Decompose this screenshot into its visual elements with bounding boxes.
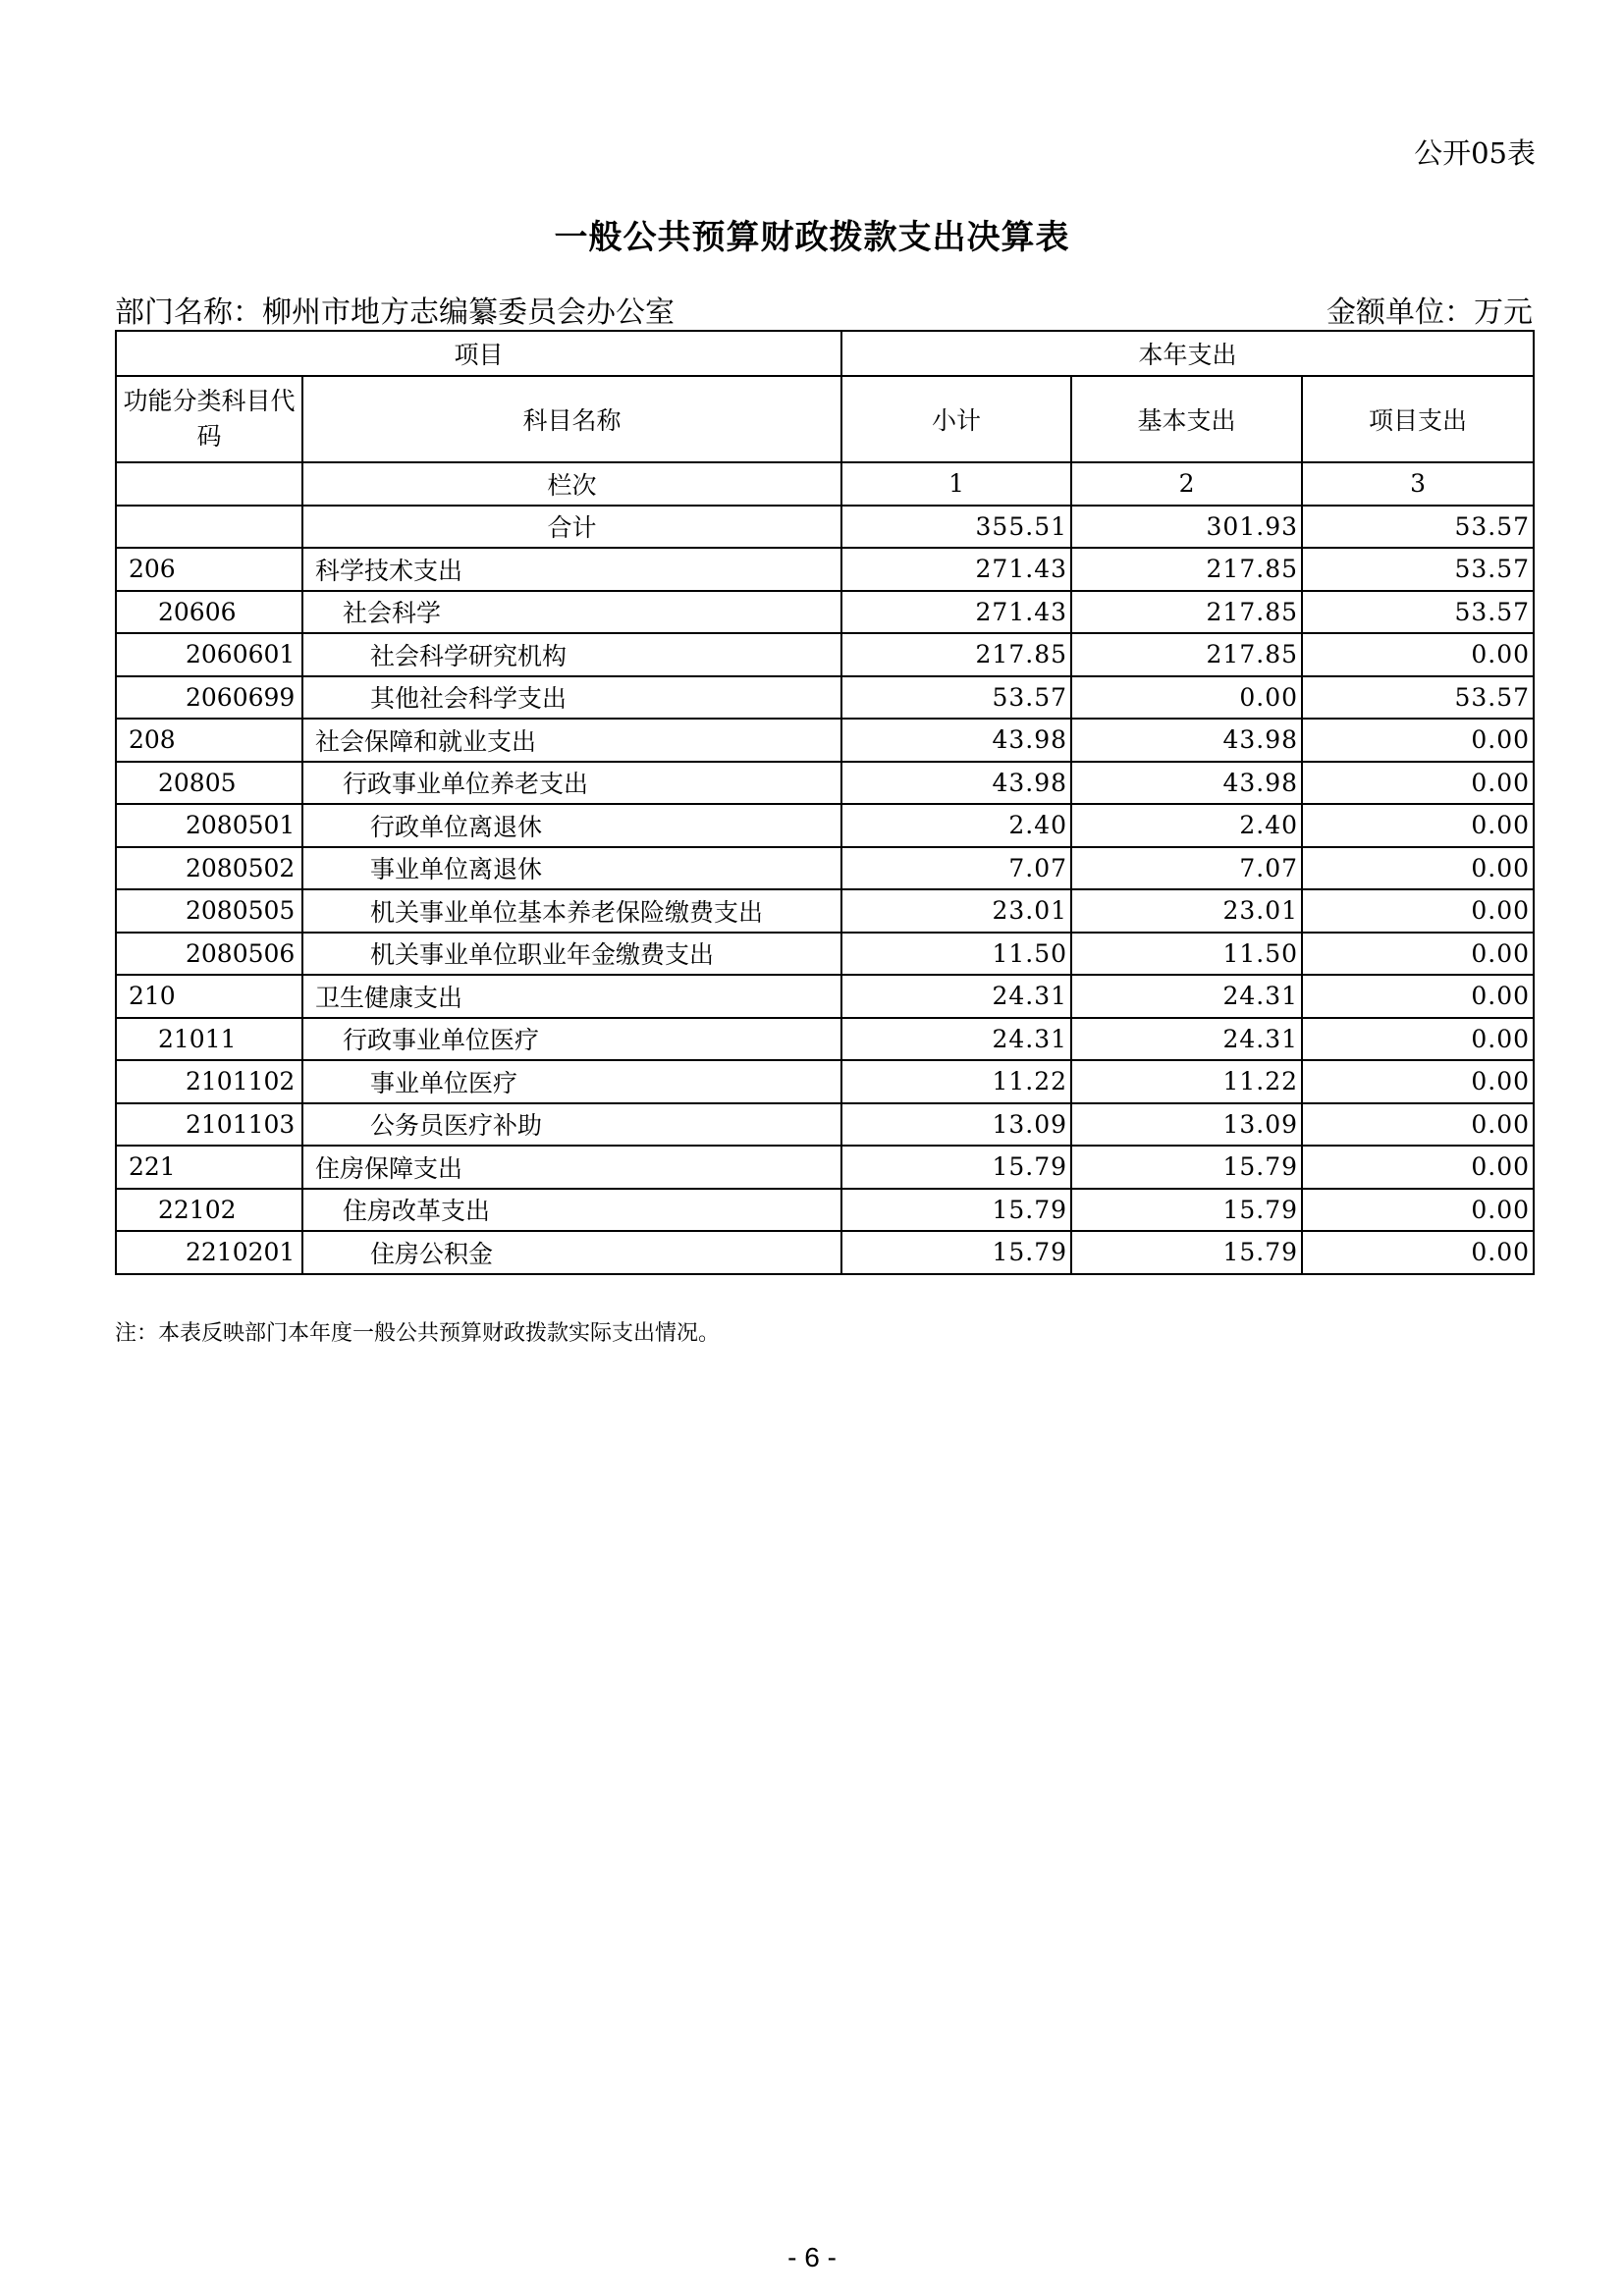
row-subtotal: 15.79 bbox=[841, 1189, 1071, 1232]
row-code: 2080505 bbox=[116, 889, 302, 933]
row-project: 0.00 bbox=[1302, 975, 1534, 1018]
row-basic: 24.31 bbox=[1071, 975, 1302, 1018]
row-subject-name: 卫生健康支出 bbox=[302, 975, 841, 1018]
row-subtotal: 7.07 bbox=[841, 847, 1071, 890]
row-subtotal: 271.43 bbox=[841, 591, 1071, 634]
table-row bbox=[116, 847, 1534, 890]
table-row bbox=[116, 548, 1534, 591]
row-code: 2060601 bbox=[116, 633, 302, 676]
department-name: 部门名称：柳州市地方志编纂委员会办公室 bbox=[115, 295, 675, 330]
header-expense-group: 本年支出 bbox=[841, 331, 1534, 376]
row-project: 0.00 bbox=[1302, 1018, 1534, 1061]
row-subtotal: 11.22 bbox=[841, 1060, 1071, 1103]
header-code: 功能分类科目代码 bbox=[116, 376, 302, 462]
table-row bbox=[116, 633, 1534, 676]
header-name: 科目名称 bbox=[302, 376, 841, 462]
row-basic: 217.85 bbox=[1071, 548, 1302, 591]
row-subtotal: 24.31 bbox=[841, 1018, 1071, 1061]
row-subtotal: 13.09 bbox=[841, 1103, 1071, 1147]
column-index-empty bbox=[116, 462, 302, 506]
row-basic: 0.00 bbox=[1071, 676, 1302, 720]
row-code: 221 bbox=[116, 1146, 302, 1189]
row-project: 0.00 bbox=[1302, 762, 1534, 805]
total-label: 合计 bbox=[302, 506, 841, 549]
row-project: 0.00 bbox=[1302, 847, 1534, 890]
row-project: 0.00 bbox=[1302, 1103, 1534, 1147]
total-empty bbox=[116, 506, 302, 549]
table-row bbox=[116, 975, 1534, 1018]
header-item-group: 项目 bbox=[116, 331, 841, 376]
row-project: 0.00 bbox=[1302, 1189, 1534, 1232]
row-subtotal: 53.57 bbox=[841, 676, 1071, 720]
row-code: 20805 bbox=[116, 762, 302, 805]
row-code: 20606 bbox=[116, 591, 302, 634]
row-subtotal: 217.85 bbox=[841, 633, 1071, 676]
row-code: 210 bbox=[116, 975, 302, 1018]
row-basic: 11.22 bbox=[1071, 1060, 1302, 1103]
row-subject-name: 社会保障和就业支出 bbox=[302, 719, 841, 762]
row-code: 22102 bbox=[116, 1189, 302, 1232]
row-code: 2210201 bbox=[116, 1231, 302, 1274]
row-project: 0.00 bbox=[1302, 1231, 1534, 1274]
table-row bbox=[116, 591, 1534, 634]
table-row bbox=[116, 1146, 1534, 1189]
row-subject-name: 住房保障支出 bbox=[302, 1146, 841, 1189]
row-code: 2080501 bbox=[116, 804, 302, 847]
total-row bbox=[116, 506, 1534, 549]
row-basic: 217.85 bbox=[1071, 633, 1302, 676]
total-basic: 301.93 bbox=[1071, 506, 1302, 549]
table-row bbox=[116, 1018, 1534, 1061]
row-subject-name: 事业单位离退休 bbox=[302, 847, 841, 890]
row-project: 53.57 bbox=[1302, 548, 1534, 591]
column-index-label: 栏次 bbox=[302, 462, 841, 506]
budget-expenditure-table bbox=[115, 330, 1535, 1275]
row-basic: 23.01 bbox=[1071, 889, 1302, 933]
row-subject-name: 住房公积金 bbox=[302, 1231, 841, 1274]
row-code: 2101102 bbox=[116, 1060, 302, 1103]
row-project: 0.00 bbox=[1302, 719, 1534, 762]
row-basic: 15.79 bbox=[1071, 1146, 1302, 1189]
row-subject-name: 行政单位离退休 bbox=[302, 804, 841, 847]
table-row bbox=[116, 1189, 1534, 1232]
row-subtotal: 11.50 bbox=[841, 933, 1071, 976]
table-row bbox=[116, 1231, 1534, 1274]
header-subtotal: 小计 bbox=[841, 376, 1071, 462]
amount-unit: 金额单位：万元 bbox=[1326, 295, 1533, 330]
row-subject-name: 机关事业单位基本养老保险缴费支出 bbox=[302, 889, 841, 933]
row-subtotal: 15.79 bbox=[841, 1231, 1071, 1274]
row-project: 0.00 bbox=[1302, 804, 1534, 847]
row-basic: 15.79 bbox=[1071, 1189, 1302, 1232]
row-subtotal: 43.98 bbox=[841, 762, 1071, 805]
row-code: 208 bbox=[116, 719, 302, 762]
row-subject-name: 事业单位医疗 bbox=[302, 1060, 841, 1103]
row-subject-name: 其他社会科学支出 bbox=[302, 676, 841, 720]
row-basic: 43.98 bbox=[1071, 719, 1302, 762]
row-basic: 15.79 bbox=[1071, 1231, 1302, 1274]
row-code: 206 bbox=[116, 548, 302, 591]
row-code: 2060699 bbox=[116, 676, 302, 720]
row-project: 0.00 bbox=[1302, 633, 1534, 676]
header-project: 项目支出 bbox=[1302, 376, 1534, 462]
row-subtotal: 2.40 bbox=[841, 804, 1071, 847]
table-row bbox=[116, 762, 1534, 805]
row-project: 0.00 bbox=[1302, 933, 1534, 976]
row-code: 2101103 bbox=[116, 1103, 302, 1147]
row-basic: 24.31 bbox=[1071, 1018, 1302, 1061]
column-index-row bbox=[116, 462, 1534, 506]
table-row bbox=[116, 676, 1534, 720]
row-subtotal: 23.01 bbox=[841, 889, 1071, 933]
column-index-2: 2 bbox=[1071, 462, 1302, 506]
total-project: 53.57 bbox=[1302, 506, 1534, 549]
row-subject-name: 公务员医疗补助 bbox=[302, 1103, 841, 1147]
table-row bbox=[116, 1060, 1534, 1103]
row-subtotal: 43.98 bbox=[841, 719, 1071, 762]
row-basic: 217.85 bbox=[1071, 591, 1302, 634]
row-code: 21011 bbox=[116, 1018, 302, 1061]
row-project: 53.57 bbox=[1302, 591, 1534, 634]
row-basic: 43.98 bbox=[1071, 762, 1302, 805]
total-subtotal: 355.51 bbox=[841, 506, 1071, 549]
page-title: 一般公共预算财政拨款支出决算表 bbox=[554, 218, 1070, 257]
row-project: 0.00 bbox=[1302, 1060, 1534, 1103]
row-subject-name: 住房改革支出 bbox=[302, 1189, 841, 1232]
row-subtotal: 24.31 bbox=[841, 975, 1071, 1018]
header-basic: 基本支出 bbox=[1071, 376, 1302, 462]
table-row bbox=[116, 804, 1534, 847]
table-row bbox=[116, 719, 1534, 762]
row-subject-name: 行政事业单位养老支出 bbox=[302, 762, 841, 805]
row-subject-name: 行政事业单位医疗 bbox=[302, 1018, 841, 1061]
row-project: 0.00 bbox=[1302, 1146, 1534, 1189]
row-subtotal: 15.79 bbox=[841, 1146, 1071, 1189]
header-row-group bbox=[116, 331, 1534, 376]
row-code: 2080502 bbox=[116, 847, 302, 890]
row-basic: 13.09 bbox=[1071, 1103, 1302, 1147]
form-code: 公开05表 bbox=[1414, 136, 1536, 170]
row-basic: 2.40 bbox=[1071, 804, 1302, 847]
row-subject-name: 机关事业单位职业年金缴费支出 bbox=[302, 933, 841, 976]
row-subject-name: 科学技术支出 bbox=[302, 548, 841, 591]
table-row bbox=[116, 933, 1534, 976]
column-index-1: 1 bbox=[841, 462, 1071, 506]
row-basic: 7.07 bbox=[1071, 847, 1302, 890]
row-subtotal: 271.43 bbox=[841, 548, 1071, 591]
header-row-columns bbox=[116, 376, 1534, 462]
table-meta bbox=[115, 288, 1533, 330]
row-subject-name: 社会科学研究机构 bbox=[302, 633, 841, 676]
row-project: 0.00 bbox=[1302, 889, 1534, 933]
column-index-3: 3 bbox=[1302, 462, 1534, 506]
row-subject-name: 社会科学 bbox=[302, 591, 841, 634]
row-project: 53.57 bbox=[1302, 676, 1534, 720]
row-basic: 11.50 bbox=[1071, 933, 1302, 976]
row-code: 2080506 bbox=[116, 933, 302, 976]
page-number: - 6 - bbox=[787, 2242, 837, 2272]
table-row bbox=[116, 889, 1534, 933]
table-row bbox=[116, 1103, 1534, 1147]
table-note: 注：本表反映部门本年度一般公共预算财政拨款实际支出情况。 bbox=[115, 1321, 721, 1346]
